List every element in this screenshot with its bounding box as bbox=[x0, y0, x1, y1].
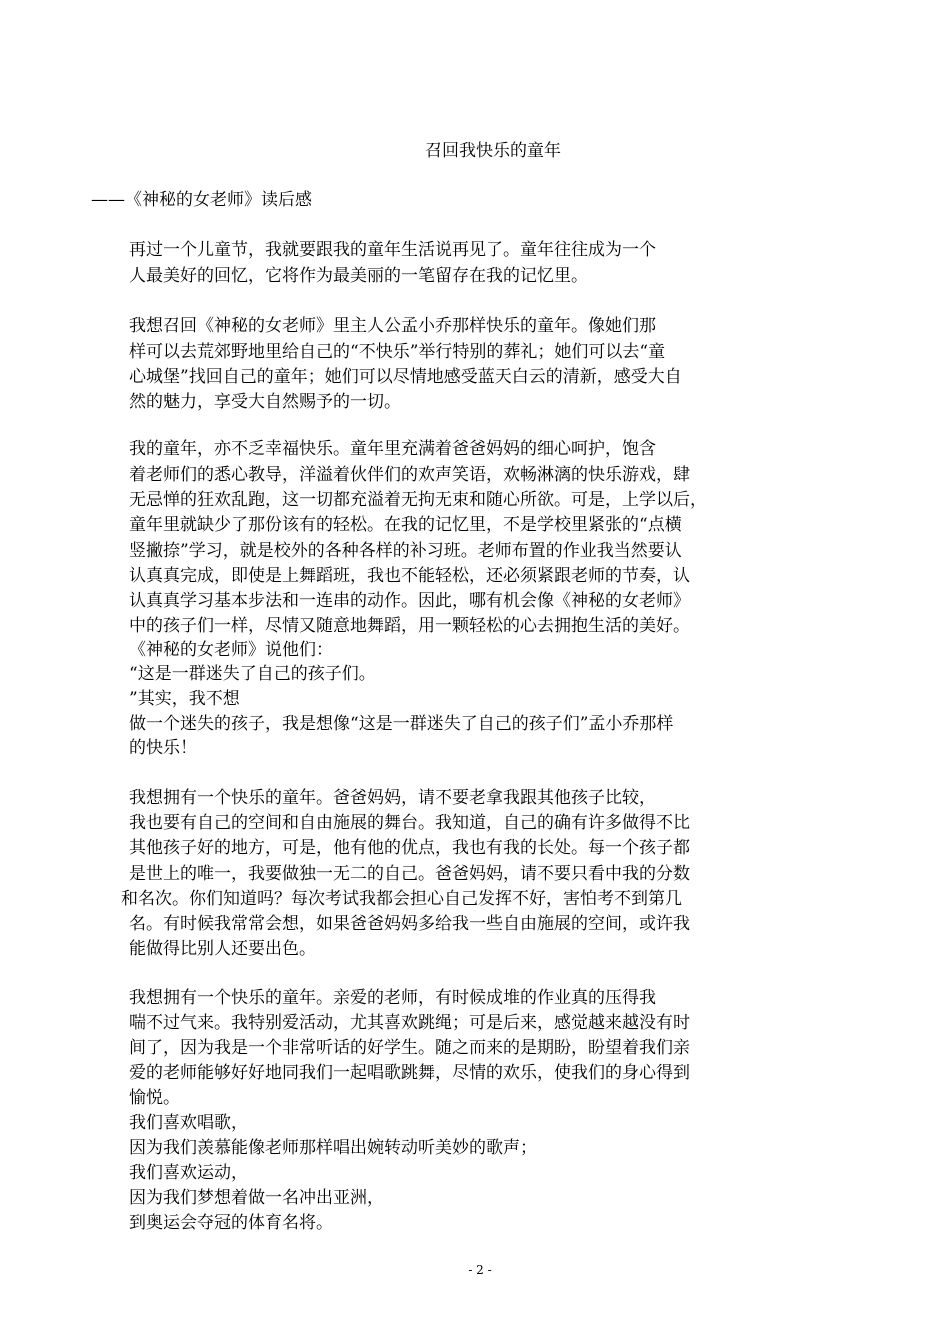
body-line: 无忌惮的狂欢乱跑，这一切都充溢着无拘无束和随心所欲。可是，上学以后， bbox=[129, 490, 707, 510]
body-line: 爱的老师能够好好地同我们一起唱歌跳舞，尽情的欢乐，使我们的身心得到 bbox=[129, 1063, 690, 1083]
body-line: 我想召回《神秘的女老师》里主人公孟小乔那样快乐的童年。像她们那 bbox=[129, 316, 656, 336]
body-line: 和名次。你们知道吗？每次考试我都会担心自己发挥不好，害怕考不到第几 bbox=[121, 889, 682, 909]
body-line: 间了，因为我是一个非常听话的好学生。随之而来的是期盼，盼望着我们亲 bbox=[129, 1038, 690, 1058]
page-number: - 2 - bbox=[468, 1263, 492, 1277]
body-line: 我们喜欢运动， bbox=[129, 1163, 248, 1183]
body-line: 因为我们羡慕能像老师那样唱出婉转动听美妙的歌声； bbox=[129, 1138, 537, 1158]
body-line: 我们喜欢唱歌， bbox=[129, 1113, 248, 1133]
body-line: 《神秘的女老师》说他们： bbox=[129, 640, 333, 660]
body-line: 的快乐！ bbox=[129, 738, 197, 758]
body-line: 人最美好的回忆，它将作为最美丽的一笔留存在我的记忆里。 bbox=[129, 266, 588, 286]
body-line: 心城堡”找回自己的童年；她们可以尽情地感受蓝天白云的清新，感受大自 bbox=[129, 367, 682, 387]
body-line: 能做得比别人还要出色。 bbox=[129, 939, 316, 959]
body-line: 喘不过气来。我特别爱活动，尤其喜欢跳绳；可是后来，感觉越来越没有时 bbox=[129, 1013, 690, 1033]
document-title: 召回我快乐的童年 bbox=[425, 141, 561, 161]
body-line: 样可以去荒郊野地里给自己的“不快乐”举行特别的葬礼；她们可以去“童 bbox=[129, 342, 666, 362]
body-line: 再过一个儿童节，我就要跟我的童年生活说再见了。童年往往成为一个 bbox=[129, 240, 656, 260]
body-line: 童年里就缺少了那份该有的轻松。在我的记忆里，不是学校里紧张的“点横 bbox=[129, 515, 682, 535]
body-line: ”其实，我不想 bbox=[129, 689, 240, 709]
body-line: 名。有时候我常常会想，如果爸爸妈妈多给我一些自由施展的空间，或许我 bbox=[129, 914, 690, 934]
body-line: 我想拥有一个快乐的童年。亲爱的老师，有时候成堆的作业真的压得我 bbox=[129, 988, 656, 1008]
body-line: 到奥运会夺冠的体育名将。 bbox=[129, 1213, 333, 1233]
document-subtitle: ——《神秘的女老师》读后感 bbox=[91, 190, 312, 210]
body-line: 我也要有自己的空间和自由施展的舞台。我知道，自己的确有许多做得不比 bbox=[129, 813, 690, 833]
body-line: 着老师们的悉心教导，洋溢着伙伴们的欢声笑语，欢畅淋漓的快乐游戏，肆 bbox=[129, 465, 690, 485]
body-line: 竖撇捺”学习，就是校外的各种各样的补习班。老师布置的作业我当然要认 bbox=[129, 541, 682, 561]
body-line: 因为我们梦想着做一名冲出亚洲， bbox=[129, 1188, 384, 1208]
body-line: “这是一群迷失了自己的孩子们。 bbox=[129, 664, 376, 684]
body-line: 我的童年，亦不乏幸福快乐。童年里充满着爸爸妈妈的细心呵护，饱含 bbox=[129, 439, 656, 459]
body-line: 愉悦。 bbox=[129, 1088, 180, 1108]
body-line: 认真真完成，即使是上舞蹈班，我也不能轻松，还必须紧跟老师的节奏，认 bbox=[129, 566, 690, 586]
body-line: 然的魅力，享受大自然赐予的一切。 bbox=[129, 392, 401, 412]
body-line: 其他孩子好的地方，可是，他有他的优点，我也有我的长处。每一个孩子都 bbox=[129, 838, 690, 858]
body-line: 做一个迷失的孩子，我是想像“这是一群迷失了自己的孩子们”孟小乔那样 bbox=[129, 714, 674, 734]
body-line: 我想拥有一个快乐的童年。爸爸妈妈，请不要老拿我跟其他孩子比较， bbox=[129, 788, 656, 808]
body-line: 是世上的唯一，我要做独一无二的自己。爸爸妈妈，请不要只看中我的分数 bbox=[129, 864, 690, 884]
body-line: 认真真学习基本步法和一连串的动作。因此，哪有机会像《神秘的女老师》 bbox=[129, 591, 690, 611]
body-line: 中的孩子们一样，尽情又随意地舞蹈，用一颗轻松的心去拥抱生活的美好。 bbox=[129, 616, 690, 636]
